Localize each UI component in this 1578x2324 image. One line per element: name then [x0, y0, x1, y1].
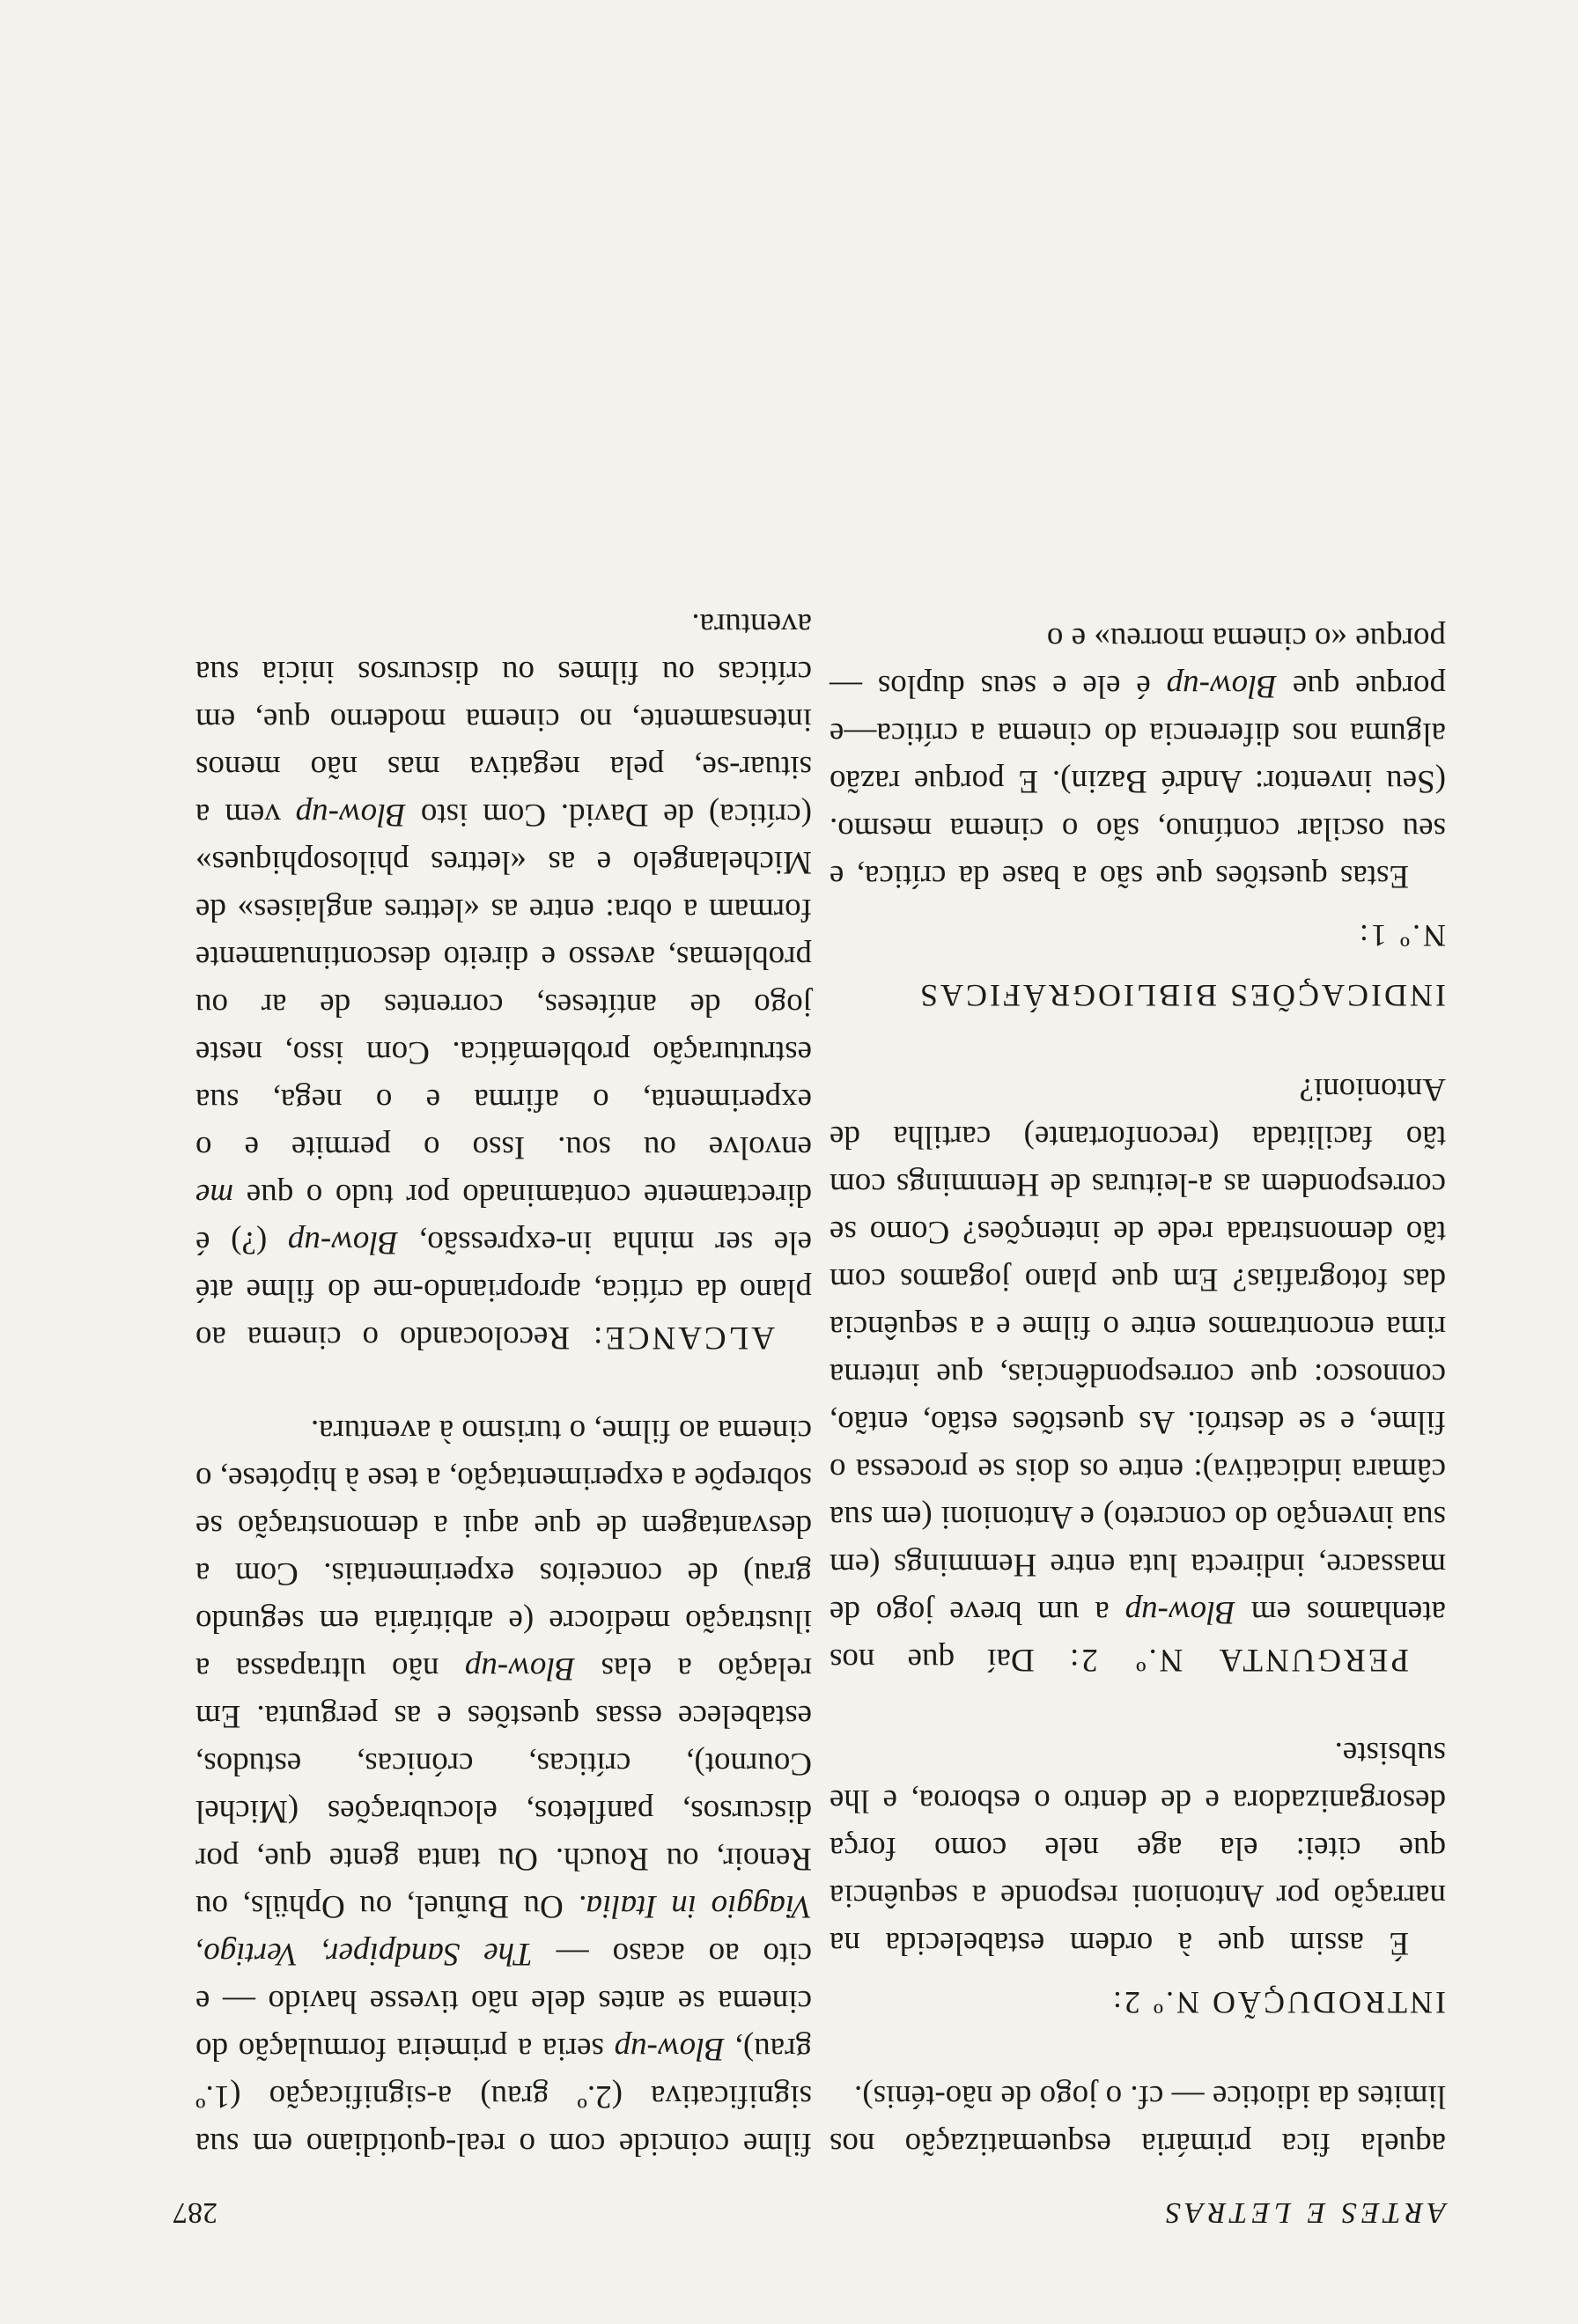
text-run: envolve ou sou. Isso o permite e o experimenta, o afirma e o nega, sua estruturação problemática. Com isso, neste jogo de antíteses, correntes de ar ou problemas, avesso e direito descontinuamente formam a obra: entre as «lettres anglaises» de Michelangelo e as «lettres philosophiques» (crítica) de David. Com isto: [195, 797, 812, 1166]
film-title: Blow-up: [1125, 1594, 1235, 1630]
text-run: Recolocando o cinema ao plano da crítica, apropriando-me do filme até ele ser minha in-expressão,: [195, 1225, 812, 1356]
text-run: vem a situar-se, pela negativa mas não menos intensamente, no cinema moderno que, em críticas ou filmes ou discursos inicia sua aventura.: [195, 607, 812, 833]
film-title: Blow-up: [464, 1651, 576, 1687]
paragraph: Estas questões que são a base da crítica, e seu oscilar contínuo, são o cinema mesmo. (Seu inventor: André Bazin). E porque razão alguma nos diferencia do cinema a crítica—e porque que Blow-up é ele e seus duplos — porque «o cinema morreu» e o: [830, 621, 1446, 894]
film-title-vertigo: Vertigo, Viaggio in Italia.: [195, 1888, 812, 1972]
heading-alcance: ALCANCE:: [591, 1320, 775, 1356]
heading-indicacoes-bibliograficas: INDICAÇÕES BIBLIOGRÁFICAS: [917, 978, 1446, 1013]
paragraph-alcance: [195, 600, 812, 1361]
paragraph: [195, 1407, 812, 2167]
film-title: Blow-up: [614, 2031, 725, 2067]
left-column: [830, 614, 1446, 2167]
film-title: Blow-up: [287, 1225, 399, 1261]
text-run: a um breve jogo de massacre, indirecta luta entre Hemmings (em sua invenção do concreto) e Antonioni (em sua câmara indicativa): entre os dois se processa o filme, e se destrói. As questões estão, então, connosco: que correspondências, que interna rima encontramos entre o filme e a sequência das fotografias? Em que plano jogamos com tão demonstrada rede de intenções? Como se correspondem as a-leituras de Hemmings com tão facilitada (reconfortante) cartilha de Antonioni?: [829, 1071, 1446, 1630]
running-head: ARTES E LETRAS: [1161, 2196, 1446, 2229]
text-run: é ele e seus duplos — porque «o cinema morreu» e o: [830, 621, 1446, 704]
right-column: [195, 600, 812, 2167]
paragraph-pergunta: [830, 1065, 1446, 1683]
text-run: (?) é directamente contaminado por tudo o que: [195, 1177, 812, 1261]
heading-introducao-2: INTRODUÇÃO N.º 2:: [1110, 1985, 1446, 2020]
emphasis-me: me: [195, 1177, 234, 1213]
text-run: Estas questões que são a base da crítica, e seu oscilar contínuo, são o cinema mesmo. (Seu inventor: André Bazin). E porque razão alguma nos diferencia do cinema a crítica—e porque: [830, 668, 1446, 894]
heading-indicacoes-number: N.º 1:: [1356, 918, 1446, 953]
paragraph: aquela fica primária esquematização nos limites da idiotice — cf. o jogo de não-ténis).: [830, 2078, 1446, 2162]
film-title-sandpiper: The Sandpiper,: [321, 1936, 533, 1972]
text-run: Daí que nos atenhamos em: [829, 1594, 1446, 1678]
film-title: Blow-up: [295, 797, 407, 833]
text-run: não ultrapassa a ilustração medíocre (e arbitrária em segundo grau) de conceitos experimentais. Com a desvantagem de que aqui a demonstração se sobrepõe a experimentação, a tese à hipótese, o cinema ao filme, o turismo à aventura.: [195, 1413, 812, 1687]
text-run: Ou Buñuel, ou Ophüls, ou Renoir, ou Rouch. Ou tanta gente que, por discursos, panfletos, elocubrações (Michel Cournot), críticas, crónicas, estudos, estabelece essas questões e as pergunta. Em relação a elas: [195, 1651, 812, 1924]
heading-pergunta-2: PERGUNTA N.º 2:: [1066, 1642, 1409, 1678]
paragraph: É assim que à ordem estabelecida na narração por Antonioni responde a sequência que citei: ela age nele como força desorganizadora e de dentro o esboroa, e lhe subsiste.: [830, 1735, 1446, 1961]
page-number: 287: [173, 2196, 218, 2229]
film-title: Blow-up: [1166, 668, 1278, 704]
text-run: seria a primeira formulação do cinema se antes dele não tivesse havido — e cito ao acaso —: [195, 1936, 812, 2067]
text-run: filme coincide com o real-quotidiano em sua significativa (2.º grau) a-significação (1.º grau),: [195, 2031, 812, 2162]
